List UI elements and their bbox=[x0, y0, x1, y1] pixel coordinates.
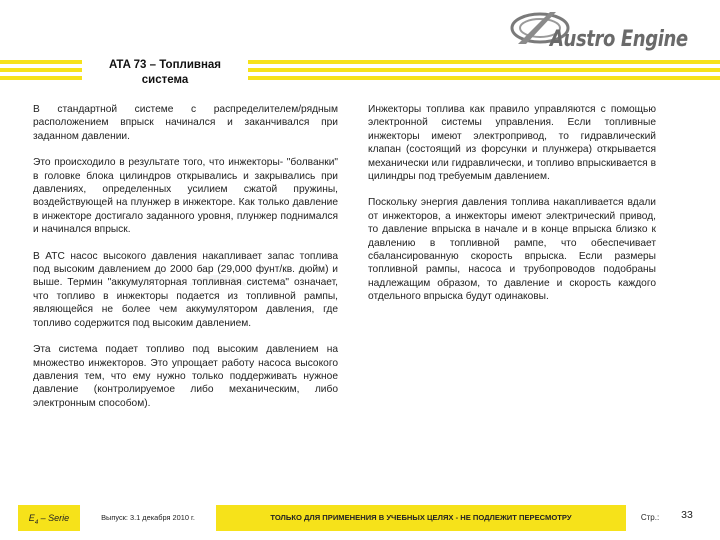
paragraph: Это происходило в результате того, что инжекторы- "болванки" в головке блока цилиндров открывались и закрывались при давлениях, определенных усилием сжатой пружины, воздействующей на плунжер в инжекторе. Как только давление в инжекторе достигало заданного уровня, плунжер поднимался и начинался впрыск. bbox=[33, 157, 338, 236]
header-stripe bbox=[0, 68, 82, 72]
page-title-line: ATA 73 – Топливная bbox=[108, 59, 222, 71]
watermark-graphic: ⌒ bbox=[180, 272, 236, 337]
austro-engine-logo bbox=[510, 6, 700, 56]
header-stripe bbox=[248, 60, 720, 64]
logo-text: Austro Engine bbox=[550, 27, 688, 52]
footer-bar bbox=[0, 505, 720, 531]
footer-notice: ТОЛЬКО ДЛЯ ПРИМЕНЕНИЯ В УЧЕБНЫХ ЦЕЛЯХ - НЕ ПОДЛЕЖИТ ПЕРЕСМОТРУ bbox=[216, 505, 626, 531]
series-suffix: – Serie bbox=[38, 513, 70, 523]
header-stripe bbox=[0, 76, 82, 80]
paragraph: Поскольку энергия давления топлива накапливается вдали от инжекторов, а инжекторы имеют электрический привод, то давление впрыска в начале и в конце впрыска близко к давлению в топливной рампе, что обеспечивает сбалансированную скорость впрыска. Если размеры топливной рампы, насоса и трубопроводов подобраны надлежащим образом, то давление и скорость каждого отдельного впрыска будут одинаковы. bbox=[368, 197, 656, 303]
page-title bbox=[86, 58, 244, 88]
series-subscript: 4 bbox=[34, 519, 39, 526]
footer-page-number: 33 bbox=[681, 509, 693, 521]
left-text-column bbox=[33, 103, 338, 423]
paragraph: Инжекторы топлива как правило управляются с помощью электронной системы управления. Если топливные инжекторы имеют электропривод, то гидравлический клапан (состоящий из форсунки и плунжера) открывается механически или гидравлически, и топливо впрыскивается в цилиндры под требуемым давлением. bbox=[368, 104, 656, 183]
header-stripe bbox=[248, 76, 720, 80]
paragraph: Эта система подает топливо под высоким давлением на множество инжекторов. Это упрощает работу насоса высокого давления тем, что ему нужно только поддерживать нужное давление (контролируемое либо механическим, либо электронным способом). bbox=[33, 344, 338, 409]
series-prefix: E bbox=[28, 513, 35, 523]
footer-issue-date: Выпуск: 3.1 декабря 2010 г. bbox=[101, 513, 195, 522]
page-title-line: система bbox=[141, 74, 189, 86]
right-text-column bbox=[368, 103, 656, 317]
footer-series bbox=[18, 505, 80, 531]
footer-page-label: Стр.: bbox=[640, 513, 660, 522]
header-stripe bbox=[248, 68, 720, 72]
header-stripe bbox=[0, 60, 82, 64]
paragraph: В АТС насос высокого давления накапливает запас топлива под высоким давлением до 2000 бар (29,000 фунт/кв. дюйм) и выше. Термин "аккумуляторная топливная система" означает, что топливо в инжекторы подается из топливной рампы, являющейся не более чем аккумулятором давления, где топливо содержится под высоким давлением. bbox=[33, 250, 338, 329]
paragraph: В стандартной системе с распределителем/рядным расположением впрыск начинался и заканчивался при заданном давлении. bbox=[33, 104, 338, 142]
